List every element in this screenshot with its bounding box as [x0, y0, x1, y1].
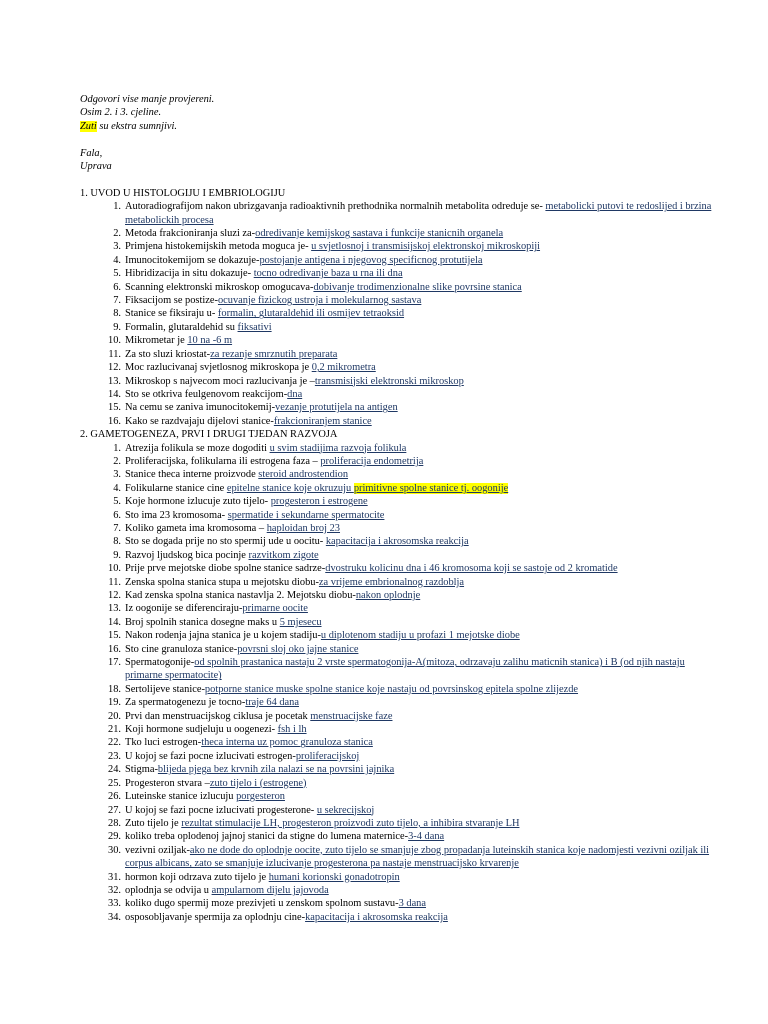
answer-text: za rezanje smrznutih preparata: [210, 348, 338, 360]
question-text: vezivni oziljak-: [125, 844, 190, 856]
question-text: Kako se razdvajaju dijelovi stanice-: [125, 415, 274, 427]
question-text: osposobljavanje spermija za oplodnju cine-: [125, 911, 306, 923]
question-number: 4.: [113, 254, 121, 266]
question-item: [80, 522, 720, 535]
question-number: 33.: [108, 898, 121, 910]
question-number: 14.: [108, 388, 121, 400]
answer-text: od spolnih prastanica nastaju 2 vrste spermatogonija-A(mitoza, odrzavaju zalihu maticnih stanica) i B (od njih nastaju primarne spermatocite): [125, 657, 685, 682]
question-number: 1.: [113, 201, 121, 213]
question-number: 1.: [113, 442, 121, 454]
answer-text: theca interna uz pomoc granuloza stanica: [201, 737, 373, 749]
answer-text: progesteron i estrogene: [270, 496, 368, 508]
sections-container: [80, 187, 720, 924]
question-item: [80, 656, 720, 683]
question-number: 6.: [113, 509, 121, 521]
question-list: [80, 442, 720, 925]
question-number: 7.: [113, 295, 121, 307]
question-item: [80, 442, 720, 455]
question-number: 13.: [108, 603, 121, 615]
question-number: 3.: [113, 469, 121, 481]
question-number: 2.: [113, 228, 121, 240]
question-item: [80, 750, 720, 763]
question-number: 26.: [108, 791, 121, 803]
question-text: Progesteron stvara –: [125, 777, 210, 789]
question-item: [80, 321, 720, 334]
question-item: [80, 294, 720, 307]
answer-text: rezultat stimulacije LH, progesteron proizvodi zuto tijelo, a inhibira stvaranje LH: [181, 817, 520, 829]
question-number: 21.: [108, 724, 121, 736]
question-text: Mikroskop s najvecom moci razlucivanja je –: [125, 375, 315, 387]
answer-text: ampularnom dijelu jajovoda: [211, 884, 329, 896]
question-text: Imunocitokemijom se dokazuje-: [125, 254, 260, 266]
question-item: [80, 549, 720, 562]
answer-text: spermatide i sekundarne spermatocite: [227, 509, 385, 521]
answer-text: blijeda pjega bez krvnih zila nalazi se na povrsini jajnika: [157, 764, 395, 776]
section-title: 2. GAMETOGENEZA, PRVI I DRUGI TJEDAN RAZVOJA: [80, 429, 338, 441]
question-number: 13.: [108, 375, 121, 387]
highlighted-word: Zuti: [80, 120, 97, 132]
answer-text: 10 na -6 m: [187, 335, 233, 347]
question-item: [80, 736, 720, 749]
question-text: U kojoj se fazi pocne izlucivati progesterone-: [125, 804, 317, 816]
answer-text: tocno odredivanje baza u rna ili dna: [253, 268, 403, 280]
question-text: Moc razlucivanaj svjetlosnog mikroskopa je: [125, 362, 312, 374]
question-text: Tko luci estrogen-: [125, 737, 202, 749]
question-number: 5.: [113, 496, 121, 508]
question-item: [80, 696, 720, 709]
answer-text: dna: [287, 388, 303, 400]
answer-text: nakon oplodnje: [355, 590, 421, 601]
answer-text: 3 dana: [398, 898, 426, 910]
question-number: 27.: [108, 804, 121, 816]
question-number: 8.: [113, 536, 121, 548]
question-text: Stanice theca interne proizvode: [125, 469, 259, 481]
question-item: [80, 348, 720, 361]
answer-text: kapacitacija i akrosomska reakcija: [305, 911, 448, 923]
answer-text: 3-4 dana: [408, 831, 445, 843]
question-item: [80, 911, 720, 924]
question-number: 10.: [108, 563, 121, 575]
question-text: Autoradiografijom nakon ubrizgavanja radioaktivnih prethodnika normalnih metabolita odreduje se-: [125, 201, 546, 213]
question-text: Folikularne stanice cine: [125, 482, 227, 494]
question-text: Scanning elektronski mikroskop omogucava-: [125, 281, 314, 293]
question-item: [80, 227, 720, 240]
answer-text: odredivanje kemijskog sastava i funkcije stanicnih organela: [255, 228, 504, 240]
question-number: 19.: [108, 697, 121, 709]
answer-text: fsh i lh: [277, 724, 307, 736]
question-item: [80, 576, 720, 589]
answer-text: postojanje antigena i njegovog specificnog protutijela: [259, 254, 483, 266]
answer-text: u svim stadijima razvoja folikula: [269, 442, 407, 454]
answer-text: proliferacija endometrija: [320, 455, 424, 467]
intro-note: [80, 93, 720, 173]
question-text: Fiksacijom se postize-: [125, 295, 218, 307]
answer-text: primarne oocite: [242, 603, 308, 615]
question-item: [80, 643, 720, 656]
question-text: Sto se dogada prije no sto spermij ude u oocitu-: [125, 536, 326, 548]
answer-text: povrsni sloj oko jajne stanice: [237, 643, 359, 655]
question-item: [80, 361, 720, 374]
answer-text: u sekrecijskoj: [316, 804, 375, 816]
thanks-line: Fala,: [80, 147, 103, 159]
question-item: [80, 804, 720, 817]
question-text: Metoda frakcioniranja sluzi za-: [125, 228, 256, 240]
question-item: [80, 281, 720, 294]
question-text: Kad zenska spolna stanica nastavlja 2. Mejotsku diobu-: [125, 590, 356, 601]
question-number: 18.: [108, 683, 121, 695]
question-number: 34.: [108, 911, 121, 923]
question-number: 14.: [108, 616, 121, 628]
question-text: koliko dugo spermij moze prezivjeti u zenskom spolnom sustavu-: [125, 898, 399, 910]
question-text: Prije prve mejotske diobe spolne stanice sadrze-: [125, 563, 326, 575]
question-number: 2.: [113, 455, 121, 467]
answer-text: formalin, glutaraldehid ili osmijev tetraoksid: [217, 308, 405, 320]
intro-line: Odgovori vise manje provjereni.: [80, 94, 215, 105]
question-item: [80, 240, 720, 253]
question-text: Formalin, glutaraldehid su: [125, 321, 238, 333]
answer-text: menstruacijske faze: [310, 710, 393, 722]
question-item: [80, 602, 720, 615]
question-text: Sto cine granuloza stanice-: [125, 643, 238, 655]
question-number: 24.: [108, 764, 121, 776]
question-item: [80, 589, 720, 602]
answer-text: ako ne dode do oplodnje oocite, zuto tijelo se smanjuje zbog propadanja luteinskih stanica koje nadomjesti vezivni oziljak ili corpus albicans, zato se smanjuje izlucivanje progesterona pa nastaje menstruacijsko krvarenje: [125, 844, 710, 870]
question-item: [80, 375, 720, 388]
question-number: 31.: [108, 871, 121, 883]
answer-text: dobivanje trodimenzionalne slike povrsine stanica: [313, 281, 522, 293]
question-item: [80, 455, 720, 468]
question-number: 22.: [108, 737, 121, 749]
answer-text: ocuvanje fizickog ustroja i molekularnog sastava: [217, 295, 422, 307]
question-number: 9.: [113, 549, 121, 561]
question-number: 12.: [108, 362, 121, 374]
question-number: 8.: [113, 308, 121, 320]
question-text: Sto se otkriva feulgenovom reakcijom-: [125, 388, 288, 400]
question-number: 10.: [108, 335, 121, 347]
question-item: [80, 562, 720, 575]
question-item: [80, 723, 720, 736]
question-item: [80, 509, 720, 522]
question-item: [80, 482, 720, 495]
question-item: [80, 254, 720, 267]
question-item: [80, 871, 720, 884]
answer-text: steroid androstendion: [258, 469, 349, 481]
question-item: [80, 830, 720, 843]
question-number: 28.: [108, 817, 121, 829]
question-text: Sertolijeve stanice-: [125, 683, 205, 695]
question-item: [80, 884, 720, 897]
answer-text: porgesteron: [236, 791, 285, 803]
question-item: [80, 388, 720, 401]
question-item: [80, 790, 720, 803]
answer-text: 5 mjesecu: [279, 616, 322, 628]
answer-text: u svjetlosnoj i transmisijskoj elektronskoj mikroskopiji: [311, 241, 541, 253]
question-number: 4.: [113, 482, 121, 494]
section-title: 1. UVOD U HISTOLOGIJU I EMBRIOLOGIJU: [80, 187, 286, 199]
question-item: [80, 817, 720, 830]
question-number: 16.: [108, 415, 121, 427]
question-item: [80, 844, 720, 871]
answer-text: haploidan broj 23: [266, 522, 341, 534]
answer-text: za vrijeme embrionalnog razdoblja: [318, 576, 465, 588]
question-item: [80, 897, 720, 910]
question-item: [80, 200, 720, 227]
answer-text: razvitkom zigote: [248, 549, 319, 561]
question-text: Hibridizacija in situ dokazuje-: [125, 268, 254, 280]
question-number: 5.: [113, 268, 121, 280]
question-number: 15.: [108, 402, 121, 414]
question-text: Stigma-: [125, 764, 158, 776]
answer-text: 0,2 mikrometra: [311, 362, 376, 374]
answer-text: humani korionski gonadotropin: [268, 871, 400, 883]
question-text: Iz oogonije se diferenciraju-: [125, 603, 243, 615]
question-item: [80, 334, 720, 347]
question-text: Na cemu se zaniva imunocitokemij-: [125, 402, 276, 414]
question-text: Za spermatogenezu je tocno-: [125, 697, 246, 709]
question-text: Sto ima 23 kromosoma-: [125, 509, 228, 521]
answer-text: frakcioniranjem stanice: [273, 415, 372, 427]
answer-text: vezanje protutijela na antigen: [275, 402, 398, 414]
question-text: Stanice se fiksiraju u-: [125, 308, 218, 320]
question-text: Spermatogonije-: [125, 657, 195, 669]
question-number: 11.: [108, 348, 121, 360]
question-text: Razvoj ljudskog bica pocinje: [125, 549, 249, 561]
question-item: [80, 683, 720, 696]
question-number: 32.: [108, 884, 121, 896]
question-item: [80, 495, 720, 508]
question-number: 12.: [108, 590, 121, 601]
answer-text: transmisijski elektronski mikroskop: [314, 375, 464, 387]
question-text: Koje hormone izlucuje zuto tijelo-: [125, 496, 271, 508]
question-list: [80, 200, 720, 428]
intro-line: [80, 120, 720, 133]
question-text: Nakon rodenja jajna stanica je u kojem stadiju-: [125, 630, 321, 642]
question-text: U kojoj se fazi pocne izlucivati estrogen-: [125, 750, 296, 762]
question-text: koliko treba oplodenoj jajnoj stanici da stigne do lumena maternice-: [125, 831, 409, 843]
question-text: Proliferacijska, folikularna ili estrogena faza –: [125, 455, 321, 467]
question-text: Primjena histokemijskih metoda moguca je-: [125, 241, 312, 253]
question-item: [80, 415, 720, 428]
question-number: 17.: [108, 657, 121, 669]
answer-text: zuto tijelo i (estrogene): [209, 777, 307, 789]
question-item: [80, 710, 720, 723]
intro-line: Osim 2. i 3. cjeline.: [80, 107, 162, 119]
question-text: Zuto tijelo je: [125, 817, 182, 829]
question-text: Atrezija folikula se moze dogoditi: [125, 442, 270, 454]
question-text: Koliko gameta ima kromosoma –: [125, 522, 267, 534]
question-item: [80, 629, 720, 642]
question-text: Broj spolnih stanica dosegne maks u: [125, 616, 280, 628]
question-text: Koji hormone sudjeluju u oogenezi-: [125, 724, 278, 736]
question-item: [80, 307, 720, 320]
question-number: 23.: [108, 750, 121, 762]
document-page: [80, 93, 720, 924]
answer-text: kapacitacija i akrosomska reakcija: [325, 536, 469, 548]
question-number: 11.: [108, 576, 121, 588]
answer-text: potporne stanice muske spolne stanice koje nastaju od povrsinskog epitela spolne zlijezde: [204, 683, 579, 695]
answer-text: fiksativi: [237, 321, 272, 333]
question-number: 15.: [108, 630, 121, 642]
question-number: 16.: [108, 643, 121, 655]
question-text: Zenska spolna stanica stupa u mejotsku diobu-: [125, 576, 319, 588]
question-item: [80, 777, 720, 790]
question-number: 20.: [108, 710, 121, 722]
question-number: 6.: [113, 281, 121, 293]
question-text: Mikrometar je: [125, 335, 188, 347]
question-text: oplodnja se odvija u: [125, 884, 212, 896]
question-text: hormon koji odrzava zuto tijelo je: [125, 871, 269, 883]
question-item: [80, 401, 720, 414]
answer-highlighted: primitivne spolne stanice tj. oogonije: [353, 482, 509, 494]
question-number: 25.: [108, 777, 121, 789]
question-item: [80, 468, 720, 481]
question-text: Luteinske stanice izlucuju: [125, 791, 237, 803]
intro-line-rest: su ekstra sumnjivi.: [96, 120, 177, 132]
question-item: [80, 535, 720, 548]
answer-text: metabolicki putovi te redoslijed i brzina metabolickih procesa: [125, 201, 712, 226]
question-number: 30.: [108, 844, 121, 856]
answer-text: traje 64 dana: [245, 697, 299, 709]
answer-text: u diplotenom stadiju u profazi 1 mejotske diobe: [320, 630, 520, 642]
question-text: Prvi dan menstruacijskog ciklusa je pocetak: [125, 710, 311, 722]
question-item: [80, 267, 720, 280]
question-number: 7.: [113, 522, 121, 534]
question-item: [80, 616, 720, 629]
question-number: 3.: [113, 241, 121, 253]
question-text: Za sto sluzi kriostat-: [125, 348, 211, 360]
answer-text: proliferacijskoj: [295, 750, 360, 762]
answer-text: dvostruku kolicinu dna i 46 kromosoma koji se sastoje od 2 kromatide: [325, 563, 618, 575]
answer-text: epitelne stanice koje okruzuju: [226, 482, 354, 494]
question-item: [80, 763, 720, 776]
question-number: 9.: [113, 321, 121, 333]
question-number: 29.: [108, 831, 121, 843]
signature: Uprava: [80, 161, 112, 173]
